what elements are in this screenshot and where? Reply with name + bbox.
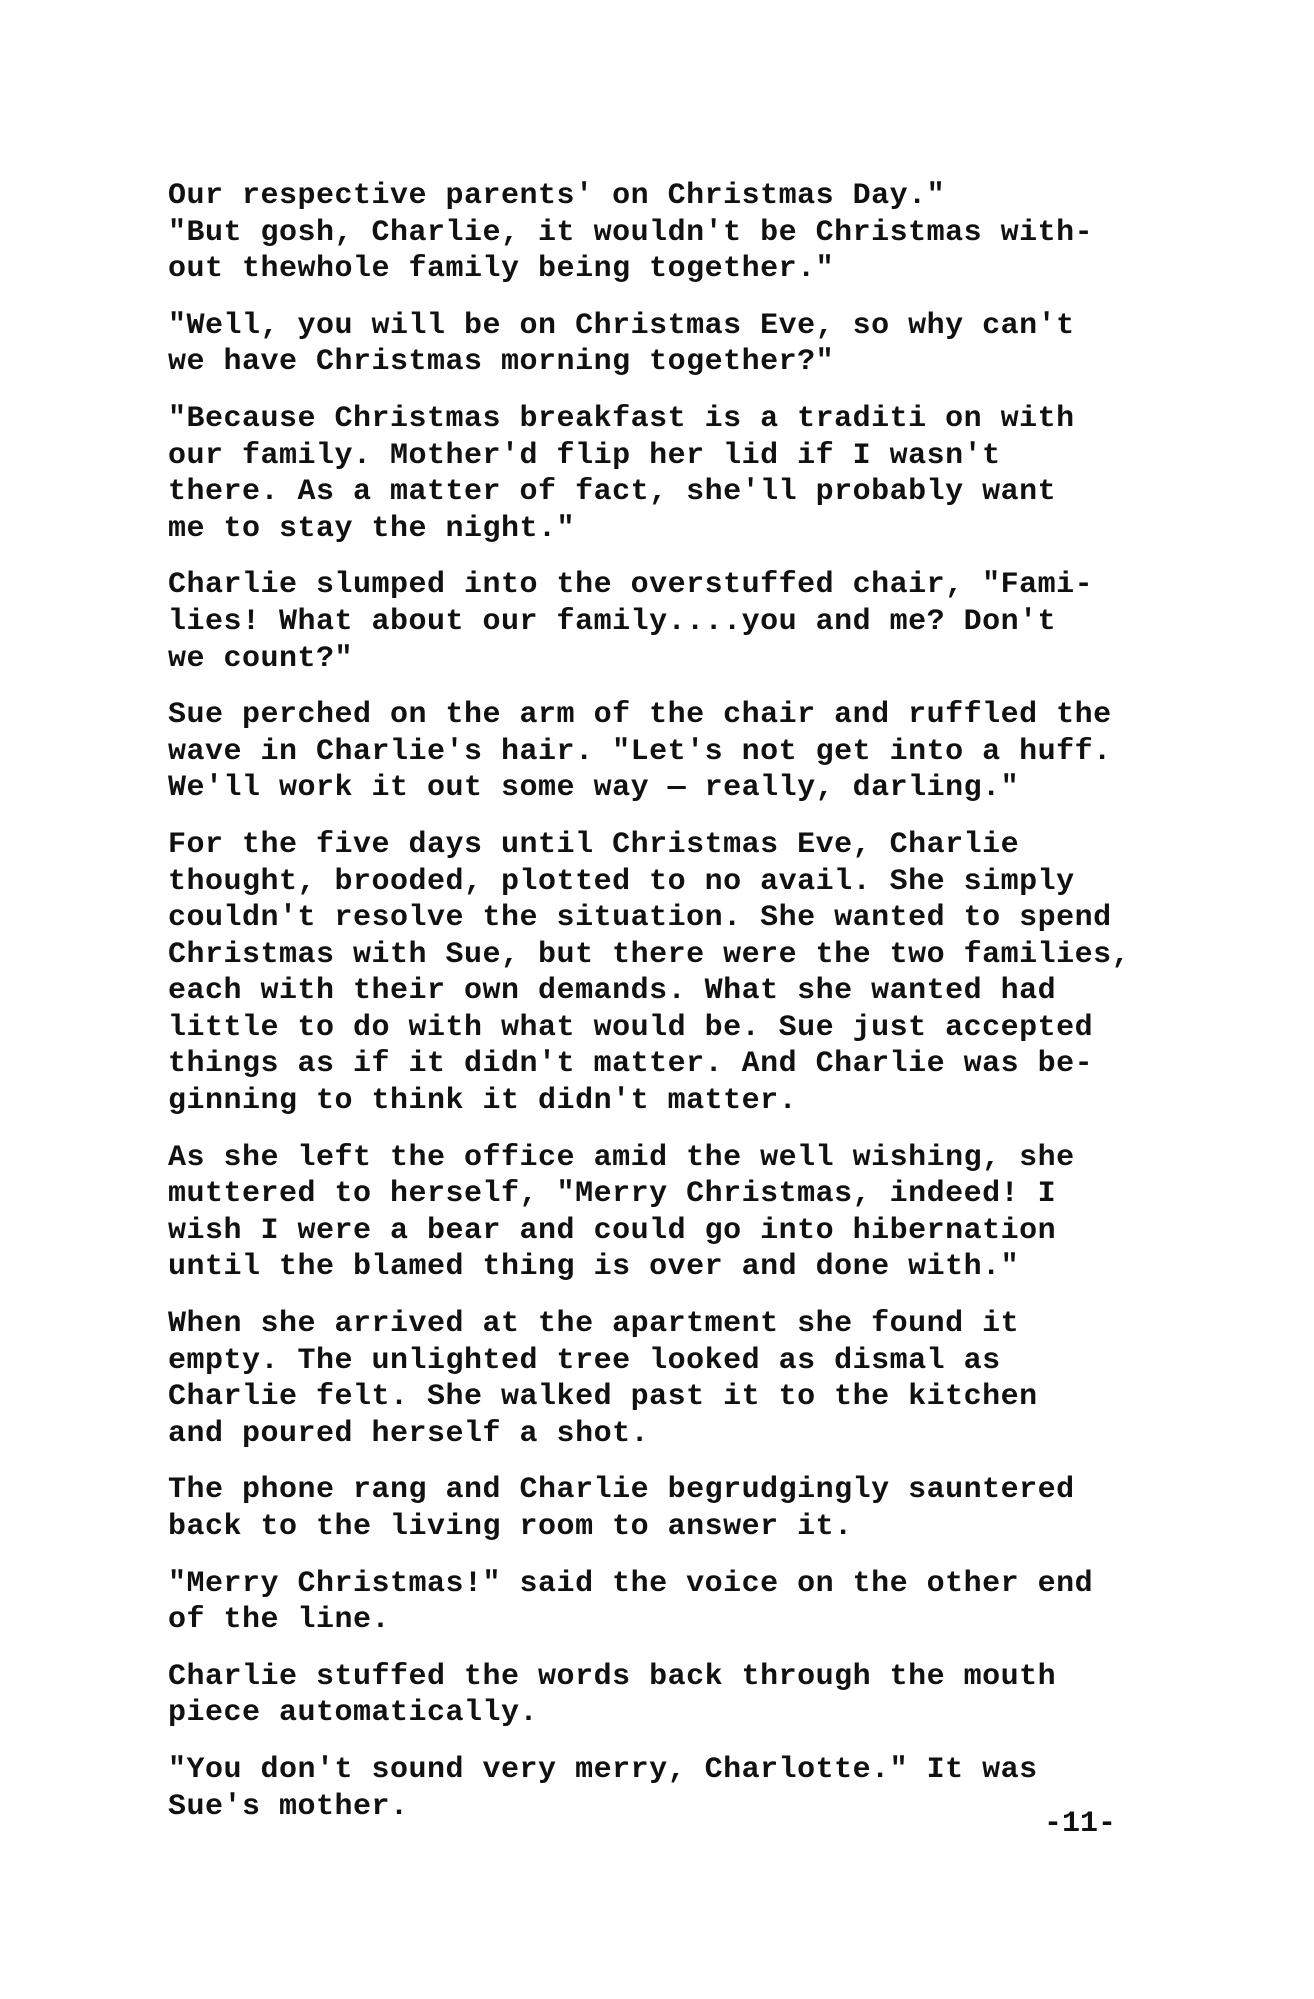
text-line: back to the living room to answer it. <box>168 1510 853 1544</box>
text-line: Charlie felt. She walked past it to the kitchen <box>168 1380 1038 1415</box>
text-line: "Because Christmas breakfast is a traditi on with <box>168 401 1075 436</box>
text-line: there. As a matter of fact, she'll probably want <box>168 475 1057 510</box>
text-line: ginning to think it didn't matter. <box>168 1084 798 1119</box>
text-line: "But gosh, Charlie, it wouldn't be Christmas with- <box>168 215 1094 250</box>
text-line: couldn't resolve the situation. She wanted to spend <box>168 901 1112 936</box>
text-line: things as if it didn't matter. And Charlie was be- <box>168 1047 1094 1082</box>
text-line: and poured herself a shot. <box>168 1416 650 1451</box>
text-line: our family. Mother'd flip her lid if I wasn't <box>168 438 1001 473</box>
text-line: little to do with what would be. Sue just accepted <box>168 1010 1094 1045</box>
paragraph <box>168 697 1188 807</box>
text-line: of the line. <box>168 1603 391 1638</box>
paragraph <box>168 1659 1188 1732</box>
text-line: The phone rang and Charlie begrudgingly sauntered <box>168 1473 1075 1508</box>
text-line: empty. The unlighted tree looked as dismal as <box>168 1343 1001 1378</box>
text-line: each with their own demands. What she wanted had <box>168 974 1057 1009</box>
text-line: "Well, you will be on Christmas Eve, so why can't <box>168 308 1075 343</box>
paragraph <box>168 401 1188 547</box>
text-line: We'll work it out some way — really, darling." <box>168 771 1020 806</box>
text-line: Sue's mother. <box>168 1789 409 1824</box>
text-line: Our respective parents' on Christmas Day." <box>168 179 946 213</box>
paragraph <box>168 1752 1188 1825</box>
text-line: thought, brooded, plotted to no avail. She simply <box>168 864 1075 899</box>
text-line: As she left the office amid the well wishing, she <box>168 1140 1075 1175</box>
text-line: Christmas with Sue, but there were the two families, <box>168 937 1131 972</box>
text-line: muttered to herself, "Merry Christmas, indeed! I <box>168 1177 1057 1212</box>
paragraph <box>168 308 1188 381</box>
paragraph <box>168 1140 1188 1286</box>
text-line: Charlie stuffed the words back through the mouth <box>168 1659 1057 1694</box>
text-line: "You don't sound very merry, Charlotte." It was <box>168 1752 1038 1787</box>
text-line: Charlie slumped into the overstuffed chair, "Fami- <box>168 568 1094 603</box>
page-number: -11- <box>1044 1807 1117 1841</box>
paragraph <box>168 1306 1188 1452</box>
paragraph <box>168 567 1188 677</box>
text-line: me to stay the night." <box>168 511 576 546</box>
paragraph <box>168 827 1188 1120</box>
text-line: out thewhole family being together." <box>168 252 835 287</box>
text-line: wave in Charlie's hair. "Let's not get into a huff. <box>168 734 1112 769</box>
paragraph <box>168 1472 1188 1545</box>
text-line: lies! What about our family....you and me? Don't <box>168 604 1057 639</box>
page-text <box>168 178 1188 1845</box>
text-line: Sue perched on the arm of the chair and ruffled the <box>168 698 1112 733</box>
paragraph <box>168 178 1188 288</box>
text-line: piece automatically. <box>168 1696 539 1731</box>
text-line: wish I were a bear and could go into hibernation <box>168 1213 1057 1248</box>
text-line: "Merry Christmas!" said the voice on the other end <box>168 1566 1094 1601</box>
text-line: For the five days until Christmas Eve, Charlie <box>168 827 1020 862</box>
text-line: When she arrived at the apartment she found it <box>168 1307 1020 1342</box>
text-line: we count?" <box>168 641 354 676</box>
text-line: we have Christmas morning together?" <box>168 345 835 380</box>
text-line: until the blamed thing is over and done with." <box>168 1250 1020 1285</box>
paragraph <box>168 1566 1188 1639</box>
